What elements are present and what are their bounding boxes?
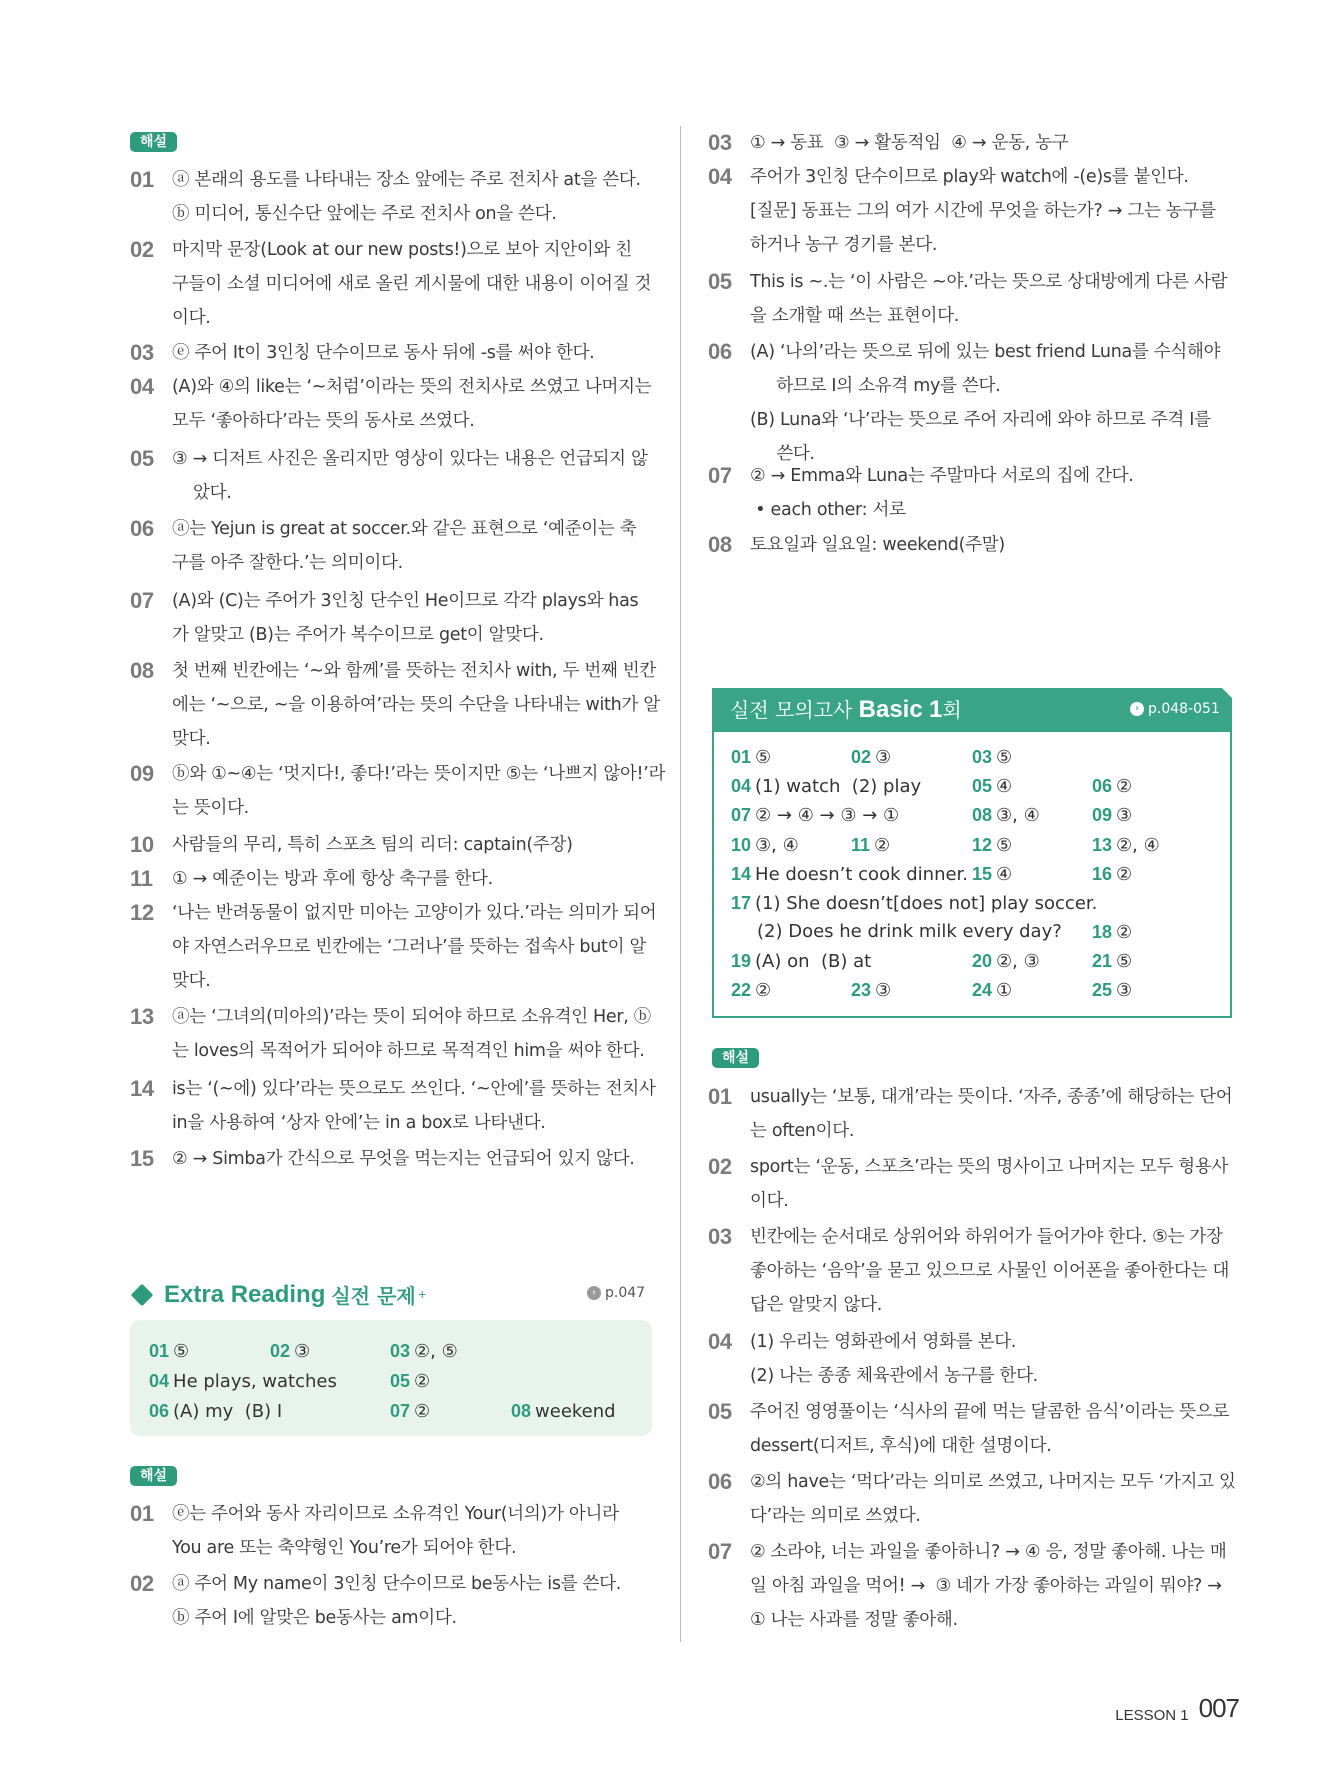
answer-item	[731, 861, 968, 888]
answer-number: 12	[972, 835, 993, 855]
mock-title-num: 1	[929, 696, 943, 723]
answer-number: 24	[972, 980, 993, 1000]
answer-item	[1092, 977, 1132, 1004]
item-line: ⓐ 본래의 용도를 나타내는 장소 앞에는 주로 전치사 at을 쓴다.	[172, 170, 641, 190]
item-line: ② → Emma와 Luna는 주말마다 서로의 집에 간다.	[750, 466, 1134, 486]
mock-title-basic: Basic	[858, 696, 923, 723]
page-number: 007	[1198, 1693, 1239, 1723]
item-number: 02	[130, 237, 154, 262]
extra-reading-subtitle: 실전 문제	[331, 1284, 416, 1308]
extra-reading-page-ref	[587, 1285, 645, 1301]
answer-text: ③	[875, 747, 892, 768]
answer-text: ②, ④	[1116, 835, 1160, 856]
answer-number: 03	[972, 747, 993, 767]
item-number: 15	[130, 1146, 154, 1171]
explanation-item	[130, 896, 660, 998]
item-line: (A)와 ④의 like는 ‘~처럼’이라는 뜻의 전치사로 쓰였고 나머지는	[172, 377, 652, 397]
item-line: • each other: 서로	[750, 500, 906, 520]
answer-item	[731, 977, 771, 1004]
item-number: 02	[708, 1154, 732, 1179]
item-line: dessert(디저트, 후식)에 대한 설명이다.	[750, 1436, 1052, 1456]
explanation-item	[708, 1150, 1248, 1218]
mock-test-title	[730, 693, 962, 727]
mock-title-pre: 실전 모의고사	[730, 698, 853, 722]
item-line: This is ~.는 ‘이 사람은 ~야.’라는 뜻으로 상대방에게 다른 사람	[750, 272, 1228, 292]
item-line: ‘나는 반려동물이 없지만 미아는 고양이가 있다.’라는 의미가 되어	[172, 903, 657, 923]
item-number: 04	[708, 1329, 732, 1354]
answer-text: ③	[875, 980, 892, 1001]
answer-item	[390, 1368, 430, 1395]
item-number: 03	[130, 340, 154, 365]
explanation-badge: 해설	[130, 132, 177, 152]
extra-reading-heading	[134, 1280, 427, 1309]
item-number: 09	[130, 761, 154, 786]
explanation-item	[708, 459, 1248, 527]
answer-item	[1092, 832, 1160, 859]
item-line: ① 나는 사과를 정말 좋아해.	[750, 1610, 958, 1630]
answer-number: 04	[731, 776, 752, 796]
explanation-item	[130, 336, 660, 370]
item-line: is는 ‘(~에) 있다’라는 뜻으로도 쓰인다. ‘~안에’를 뜻하는 전치사	[172, 1079, 656, 1099]
item-number: 06	[130, 516, 154, 541]
item-number: 07	[708, 463, 732, 488]
answer-item	[149, 1338, 189, 1365]
item-number: 05	[708, 1399, 732, 1424]
item-line: 이다.	[172, 308, 211, 328]
answer-item	[390, 1338, 458, 1365]
answer-number: 01	[731, 747, 752, 767]
answer-number: 25	[1092, 980, 1113, 1000]
answer-text: ②	[1116, 776, 1133, 797]
answer-text: weekend	[535, 1401, 616, 1422]
explanation-item	[708, 126, 1248, 160]
item-line: 구들이 소셜 미디어에 새로 올린 게시물에 대한 내용이 이어질 것	[172, 274, 652, 294]
answer-number: 22	[731, 980, 752, 1000]
item-line: 일 아침 과일을 먹어! → ③ 네가 가장 좋아하는 과일이 뭐야? →	[750, 1576, 1222, 1596]
item-number: 12	[130, 900, 154, 925]
item-number: 05	[130, 446, 154, 471]
answer-text: ②	[414, 1401, 431, 1422]
item-line: 마지막 문장(Look at our new posts!)으로 보아 지안이와 친	[172, 240, 632, 260]
answer-text: ③, ④	[755, 835, 799, 856]
answer-item	[851, 744, 891, 771]
item-line: 구를 아주 잘한다.’는 의미이다.	[172, 553, 403, 573]
answer-text: He plays, watches	[173, 1371, 337, 1392]
answer-text: ⑤	[996, 835, 1013, 856]
item-line: ③ → 디저트 사진은 올리지만 영상이 있다는 내용은 언급되지 않	[172, 449, 648, 469]
item-number: 13	[130, 1004, 154, 1029]
item-number: 03	[708, 1224, 732, 1249]
answer-item	[1092, 773, 1132, 800]
answer-text: ②	[1116, 864, 1133, 885]
answer-number: 02	[270, 1341, 291, 1361]
explanation-item	[130, 584, 660, 652]
answer-item	[731, 744, 771, 771]
explanation-item	[130, 828, 660, 862]
explanation-item	[708, 1080, 1248, 1148]
item-line: ②의 have는 ‘먹다’라는 의미로 쓰였고, 나머지는 모두 ‘가지고 있	[750, 1472, 1236, 1492]
page-ref-text: p.048-051	[1148, 701, 1220, 717]
answer-number: 14	[731, 864, 752, 884]
answer-text: He doesn’t cook dinner.	[755, 864, 969, 885]
answer-item	[731, 773, 921, 800]
answer-item	[731, 890, 1097, 917]
item-line: 가 알맞고 (B)는 주어가 복수이므로 get이 알맞다.	[172, 625, 544, 645]
answer-number: 10	[731, 835, 752, 855]
explanation-item	[130, 1000, 660, 1068]
answer-text: ②, ③	[996, 951, 1040, 972]
item-line: 야 자연스러우므로 빈칸에는 ‘그러나’를 뜻하는 접속사 but이 알	[172, 937, 647, 957]
answer-number: 16	[1092, 864, 1113, 884]
diamond-icon	[131, 1283, 154, 1306]
explanation-item	[708, 1325, 1248, 1393]
answer-item	[270, 1338, 310, 1365]
item-number: 01	[130, 167, 154, 192]
answer-text: ②, ⑤	[414, 1341, 458, 1362]
extra-reading-title: Extra Reading	[164, 1280, 326, 1308]
answer-item	[1092, 802, 1132, 829]
item-line: 쓴다.	[750, 444, 815, 464]
answer-text: ② → ④ → ③ → ①	[755, 805, 900, 826]
item-line: 좋아하는 ‘음악’을 묻고 있으므로 사물인 이어폰을 좋아한다는 대	[750, 1261, 1230, 1281]
answer-item	[149, 1398, 282, 1425]
answer-number: 04	[149, 1371, 170, 1391]
answer-number: 21	[1092, 951, 1113, 971]
answer-text: ③	[294, 1341, 311, 1362]
answer-text: (2) Does he drink milk every day?	[757, 921, 1062, 942]
answer-item	[1092, 919, 1132, 946]
item-line: 맞다.	[172, 729, 211, 749]
answer-item	[972, 744, 1012, 771]
item-line: ② 소라야, 너는 과일을 좋아하니? → ④ 응, 정말 좋아해. 나는 매	[750, 1542, 1227, 1562]
item-line: ⓐ 주어 My name이 3인칭 단수이므로 be동사는 is를 쓴다.	[172, 1574, 622, 1594]
item-line: (2) 나는 종종 체육관에서 농구를 한다.	[750, 1366, 1038, 1386]
answer-item	[731, 832, 799, 859]
item-number: 05	[708, 269, 732, 294]
answer-item	[972, 948, 1040, 975]
explanation-item	[130, 370, 660, 438]
answer-item	[1092, 948, 1132, 975]
explanation-item	[708, 1220, 1248, 1322]
answer-text: (1) watch (2) play	[755, 776, 922, 797]
item-line: 에는 ‘~으로, ~을 이용하여’라는 뜻의 수단을 나타내는 with가 알	[172, 695, 660, 715]
answer-number: 23	[851, 980, 872, 1000]
item-line: 주어가 3인칭 단수이므로 play와 watch에 -(e)s를 붙인다.	[750, 167, 1189, 187]
item-line: 는 often이다.	[750, 1121, 855, 1141]
item-number: 07	[130, 588, 154, 613]
item-line: 는 loves의 목적어가 되어야 하므로 목적격인 him을 써야 한다.	[172, 1041, 645, 1061]
explanation-item	[130, 1567, 660, 1635]
answer-number: 06	[1092, 776, 1113, 796]
answer-text: ④	[996, 864, 1013, 885]
item-line: 주어진 영영풀이는 ‘식사의 끝에 먹는 달콤한 음식’이라는 뜻으로	[750, 1402, 1230, 1422]
answer-item	[511, 1398, 616, 1425]
answer-number: 08	[972, 805, 993, 825]
explanation-item	[708, 160, 1248, 262]
answer-text: (A) on (B) at	[755, 951, 872, 972]
answer-text: ②	[1116, 922, 1133, 943]
explanation-item	[130, 233, 660, 335]
explanation-item	[130, 1072, 660, 1140]
answer-item	[390, 1398, 430, 1425]
item-line: 이다.	[750, 1191, 789, 1211]
answer-item	[972, 977, 1012, 1004]
explanation-item	[130, 862, 660, 896]
answer-item	[731, 802, 899, 829]
item-line: ① → 예준이는 방과 후에 항상 축구를 한다.	[172, 869, 493, 889]
answer-text: ②	[755, 980, 772, 1001]
item-number: 07	[708, 1539, 732, 1564]
answer-number: 03	[390, 1341, 411, 1361]
item-line: 사람들의 무리, 특히 스포츠 팀의 리더: captain(주장)	[172, 835, 573, 855]
item-line: ⓔ 주어 It이 3인칭 단수이므로 동사 뒤에 -s를 써야 한다.	[172, 343, 595, 363]
answer-number: 09	[1092, 805, 1113, 825]
explanation-badge: 해설	[712, 1048, 759, 1068]
explanation-item	[130, 757, 666, 825]
mock-test-page-ref	[1130, 701, 1220, 717]
answer-item	[851, 832, 890, 859]
extra-reading-sup: +	[417, 1288, 427, 1301]
item-line: (A) ‘나의’라는 뜻으로 뒤에 있는 best friend Luna를 수식해야	[750, 342, 1221, 362]
answer-number: 20	[972, 951, 993, 971]
answer-text: (A) my (B) I	[173, 1401, 283, 1422]
page-footer	[1115, 1693, 1239, 1724]
answer-number: 15	[972, 864, 993, 884]
item-number: 02	[130, 1571, 154, 1596]
explanation-badge: 해설	[130, 1466, 177, 1486]
item-number: 08	[130, 658, 154, 683]
item-line: sport는 ‘운동, 스포츠’라는 뜻의 명사이고 나머지는 모두 형용사	[750, 1157, 1229, 1177]
item-number: 01	[708, 1084, 732, 1109]
arrow-right-icon: ›	[1130, 702, 1144, 716]
answer-item	[972, 773, 1012, 800]
answer-item	[972, 802, 1040, 829]
item-line: ① → 동표 ③ → 활동적임 ④ → 운동, 농구	[750, 133, 1069, 153]
answer-text: ③	[1116, 805, 1133, 826]
item-line: ⓐ는 ‘그녀의(미아의)’라는 뜻이 되어야 하므로 소유격인 Her, ⓑ	[172, 1007, 652, 1027]
mock-title-suffix: 회	[942, 698, 962, 722]
item-number: 03	[708, 130, 732, 155]
explanation-item	[130, 163, 660, 231]
item-line: ⓑ 미디어, 통신수단 앞에는 주로 전치사 on을 쓴다.	[172, 204, 557, 224]
explanation-item	[708, 1395, 1248, 1463]
explanation-item	[130, 1497, 660, 1565]
answer-number: 07	[731, 805, 752, 825]
answer-item	[972, 832, 1012, 859]
answer-number: 01	[149, 1341, 170, 1361]
explanation-item	[130, 1142, 660, 1176]
explanation-item	[708, 335, 1248, 471]
item-number: 08	[708, 532, 732, 557]
item-number: 11	[130, 866, 153, 891]
item-line: (B) Luna와 ‘나’라는 뜻으로 주어 자리에 와야 하므로 주격 I를	[750, 410, 1211, 430]
answer-text: ②	[874, 835, 891, 856]
item-number: 04	[708, 164, 732, 189]
answer-text: ③, ④	[996, 805, 1040, 826]
answer-number: 19	[731, 951, 752, 971]
answer-item	[757, 919, 1062, 945]
item-line: ⓐ는 Yejun is great at soccer.와 같은 표현으로 ‘예준이는 축	[172, 519, 637, 539]
item-line: 다’라는 의미로 쓰였다.	[750, 1506, 921, 1526]
explanation-item	[708, 1535, 1248, 1637]
explanation-item	[130, 442, 660, 510]
page-ref-text: p.047	[605, 1285, 646, 1301]
item-line: ⓑ와 ①~④는 ‘멋지다!, 좋다!’라는 뜻이지만 ⑤는 ‘나쁘지 않아!’라	[172, 764, 666, 784]
lesson-label: LESSON 1	[1115, 1707, 1189, 1724]
answer-text: ②	[414, 1371, 431, 1392]
item-line: 모두 ‘좋아하다’라는 뜻의 동사로 쓰였다.	[172, 411, 475, 431]
answer-item	[731, 948, 871, 975]
item-line: 답은 알맞지 않다.	[750, 1295, 883, 1315]
answer-number: 02	[851, 747, 872, 767]
answer-text: ④	[996, 776, 1013, 797]
item-line: ⓑ 주어 I에 알맞은 be동사는 am이다.	[172, 1608, 457, 1628]
answer-number: 13	[1092, 835, 1113, 855]
answer-number: 11	[851, 835, 871, 855]
item-line: (1) 우리는 영화관에서 영화를 본다.	[750, 1332, 1017, 1352]
answer-number: 05	[390, 1371, 411, 1391]
item-number: 04	[130, 374, 154, 399]
item-line: 을 소개할 때 쓰는 표현이다.	[750, 306, 959, 326]
answer-text: ⑤	[755, 747, 772, 768]
item-line: ⓔ는 주어와 동사 자리이므로 소유격인 Your(너의)가 아니라	[172, 1504, 619, 1524]
answer-text: (1) She doesn’t[does not] play soccer.	[755, 893, 1098, 914]
item-number: 14	[130, 1076, 154, 1101]
answer-text: ③	[1116, 980, 1133, 1001]
answer-number: 06	[149, 1401, 170, 1421]
item-line: [질문] 동표는 그의 여가 시간에 무엇을 하는가? → 그는 농구를	[750, 201, 1216, 221]
answer-text: ⑤	[996, 747, 1013, 768]
answer-text: ⑤	[1116, 951, 1133, 972]
explanation-item	[708, 528, 1248, 562]
item-line: 는 뜻이다.	[172, 798, 249, 818]
item-line: 았다.	[172, 483, 232, 503]
header-notch	[1222, 688, 1232, 698]
item-line: 맞다.	[172, 971, 211, 991]
item-line: (A)와 (C)는 주어가 3인칭 단수인 He이므로 각각 plays와 has	[172, 591, 639, 611]
answer-number: 17	[731, 893, 752, 913]
item-number: 06	[708, 1469, 732, 1494]
answer-item	[149, 1368, 337, 1395]
item-number: 06	[708, 339, 732, 364]
item-line: ② → Simba가 간식으로 무엇을 먹는지는 언급되어 있지 않다.	[172, 1149, 635, 1169]
item-line: 하므로 I의 소유격 my를 쓴다.	[750, 376, 1001, 396]
item-line: 빈칸에는 순서대로 상위어와 하위어가 들어가야 한다. ⑤는 가장	[750, 1227, 1223, 1247]
explanation-item	[708, 265, 1248, 333]
item-line: 토요일과 일요일: weekend(주말)	[750, 535, 1005, 555]
arrow-right-icon: ›	[587, 1286, 601, 1300]
item-line: in을 사용하여 ‘상자 안에’는 in a box로 나타낸다.	[172, 1113, 546, 1133]
answer-item	[972, 861, 1012, 888]
column-divider	[680, 126, 681, 1642]
explanation-item	[130, 512, 660, 580]
explanation-item	[708, 1465, 1248, 1533]
item-line: usually는 ‘보통, 대개’라는 뜻이다. ‘자주, 종종’에 해당하는 단어	[750, 1087, 1233, 1107]
item-number: 10	[130, 832, 154, 857]
explanation-item	[130, 654, 660, 756]
item-line: 첫 번째 빈칸에는 ‘~와 함께’를 뜻하는 전치사 with, 두 번째 빈칸	[172, 661, 657, 681]
item-line: You are 또는 축약형인 You’re가 되어야 한다.	[172, 1538, 517, 1558]
item-line: 하거나 농구 경기를 본다.	[750, 235, 938, 255]
answer-number: 08	[511, 1401, 532, 1421]
item-number: 01	[130, 1501, 154, 1526]
answer-text: ⑤	[173, 1341, 190, 1362]
answer-number: 07	[390, 1401, 411, 1421]
answer-text: ①	[996, 980, 1013, 1001]
answer-number: 05	[972, 776, 993, 796]
answer-item	[1092, 861, 1132, 888]
answer-item	[851, 977, 891, 1004]
answer-number: 18	[1092, 922, 1113, 942]
